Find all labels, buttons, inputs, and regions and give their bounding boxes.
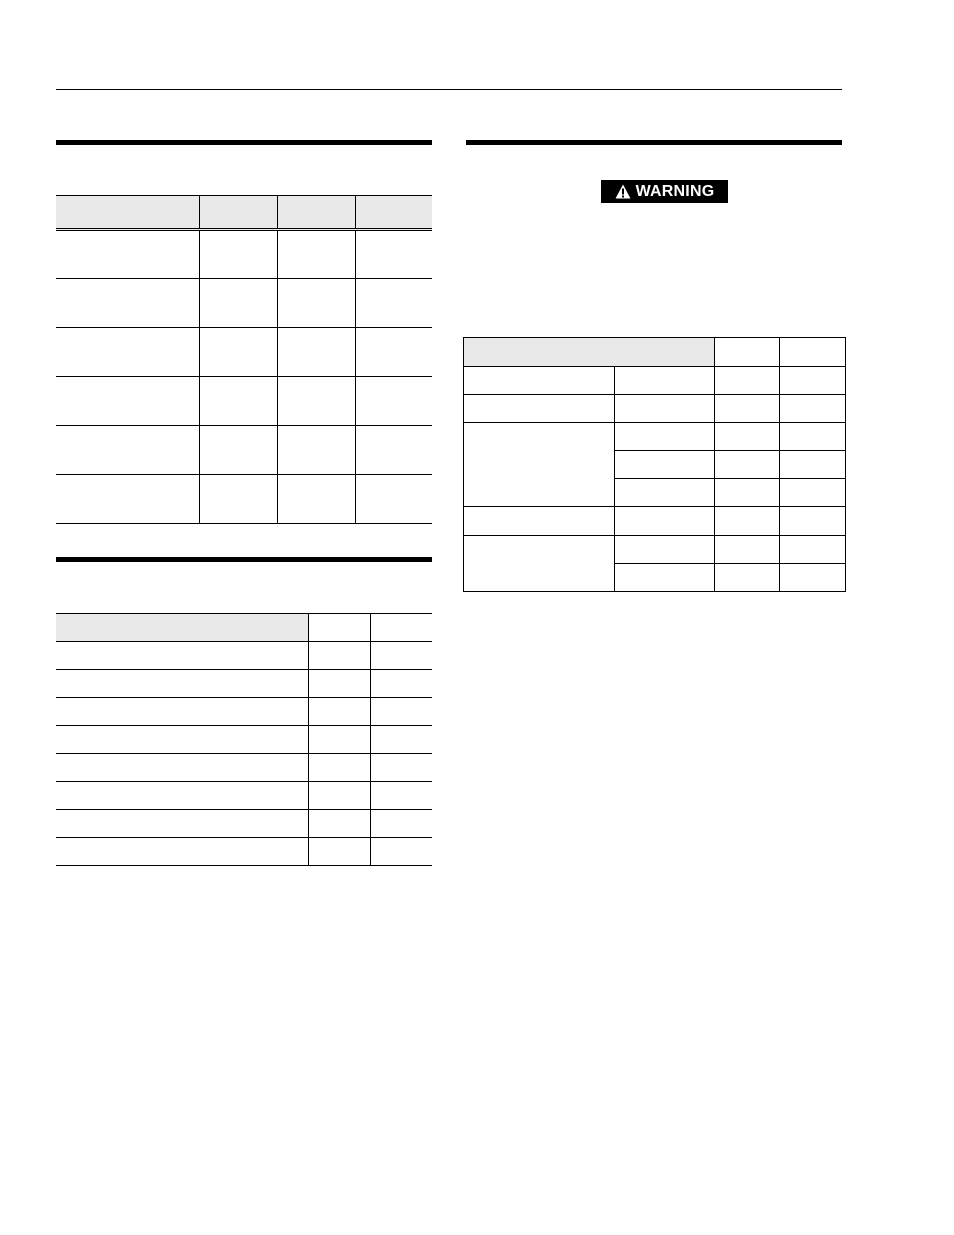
table-row: [56, 377, 432, 426]
table-cell: [56, 475, 199, 524]
table-cell: [277, 328, 355, 377]
table-cell: [277, 279, 355, 328]
section-bar-right: [466, 140, 842, 145]
table-cell: [199, 328, 277, 377]
table-cell: [615, 507, 715, 536]
table-row: [464, 423, 846, 451]
table-cell: [780, 367, 846, 395]
table-cell: [780, 423, 846, 451]
warning-label: WARNING: [635, 182, 715, 200]
header-cell: [715, 338, 780, 367]
table-row: [56, 698, 432, 726]
warning-badge: [601, 180, 728, 203]
table-cell: [355, 279, 432, 328]
header-cell: [308, 614, 370, 642]
table-row: [56, 426, 432, 475]
header-cell: [355, 196, 432, 230]
table-row: [464, 395, 846, 423]
specs-table-2: [56, 613, 432, 866]
table-cell: [355, 377, 432, 426]
table-header-row: [56, 614, 432, 642]
table-cell: [56, 670, 308, 698]
table-row: [56, 328, 432, 377]
table-cell: [56, 426, 199, 475]
table-row: [56, 230, 432, 279]
table-cell: [308, 698, 370, 726]
table-cell: [56, 838, 308, 866]
table-cell: [277, 475, 355, 524]
table-row: [464, 507, 846, 536]
table-cell: [715, 507, 780, 536]
warning-triangle-icon: [615, 184, 631, 199]
table-cell: [615, 451, 715, 479]
table-cell: [464, 367, 615, 395]
table-cell: [56, 754, 308, 782]
table-cell: [715, 423, 780, 451]
table-cell: [56, 726, 308, 754]
table-cell: [199, 279, 277, 328]
table-header-row: [464, 338, 846, 367]
table-cell: [370, 754, 432, 782]
table-row: [56, 279, 432, 328]
table-cell: [780, 451, 846, 479]
table-row: [56, 475, 432, 524]
table-cell: [56, 810, 308, 838]
table-cell: [715, 479, 780, 507]
table-cell: [308, 754, 370, 782]
table-cell: [615, 367, 715, 395]
section-bar-left-1: [56, 140, 432, 145]
table-row: [56, 726, 432, 754]
header-cell: [56, 614, 308, 642]
table-cell: [355, 328, 432, 377]
table-row: [56, 670, 432, 698]
table-cell: [355, 426, 432, 475]
table-cell: [56, 698, 308, 726]
table-cell: [370, 726, 432, 754]
table-cell: [464, 395, 615, 423]
header-cell: [780, 338, 846, 367]
table-cell: [56, 642, 308, 670]
table-cell: [715, 451, 780, 479]
table-cell: [370, 782, 432, 810]
specs-table-1: [56, 195, 432, 524]
table-cell: [370, 670, 432, 698]
header-cell: [464, 338, 715, 367]
table-cell: [56, 377, 199, 426]
table-cell: [464, 536, 615, 592]
header-cell: [56, 196, 199, 230]
table-cell: [370, 810, 432, 838]
table-cell: [355, 475, 432, 524]
table-cell: [56, 782, 308, 810]
table-cell: [780, 564, 846, 592]
header-cell: [277, 196, 355, 230]
table-cell: [56, 279, 199, 328]
table-cell: [615, 564, 715, 592]
table-cell: [370, 838, 432, 866]
table-cell: [715, 564, 780, 592]
table-cell: [370, 642, 432, 670]
header-rule: [56, 89, 842, 90]
table-cell: [308, 726, 370, 754]
table-cell: [199, 475, 277, 524]
table-cell: [464, 423, 615, 507]
specs-table-3: [463, 337, 846, 592]
table-row: [56, 754, 432, 782]
table-cell: [277, 377, 355, 426]
table-cell: [464, 507, 615, 536]
table-cell: [308, 670, 370, 698]
table-cell: [615, 395, 715, 423]
section-bar-left-2: [56, 557, 432, 562]
table-cell: [615, 479, 715, 507]
table-cell: [780, 507, 846, 536]
table-cell: [615, 423, 715, 451]
table-cell: [56, 328, 199, 377]
table-cell: [780, 395, 846, 423]
table-cell: [199, 377, 277, 426]
table-cell: [308, 838, 370, 866]
table-row: [56, 782, 432, 810]
table-row: [464, 367, 846, 395]
table-cell: [780, 536, 846, 564]
table-cell: [780, 479, 846, 507]
table-cell: [56, 230, 199, 279]
table-cell: [199, 230, 277, 279]
table-row: [56, 810, 432, 838]
table-cell: [308, 810, 370, 838]
header-cell: [370, 614, 432, 642]
table-cell: [715, 395, 780, 423]
table-cell: [277, 230, 355, 279]
table-cell: [277, 426, 355, 475]
table-header-row: [56, 196, 432, 230]
table-cell: [715, 536, 780, 564]
table-row: [464, 536, 846, 564]
table-cell: [199, 426, 277, 475]
table-cell: [355, 230, 432, 279]
table-cell: [370, 698, 432, 726]
table-row: [56, 642, 432, 670]
header-cell: [199, 196, 277, 230]
table-cell: [308, 782, 370, 810]
table-cell: [715, 367, 780, 395]
table-cell: [615, 536, 715, 564]
table-row: [56, 838, 432, 866]
table-cell: [308, 642, 370, 670]
